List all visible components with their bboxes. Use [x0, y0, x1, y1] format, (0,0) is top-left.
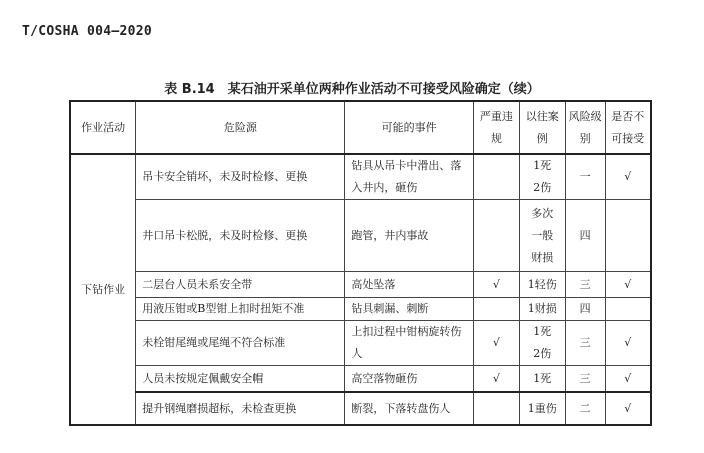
table-title: 表 B.14 某石油开采单位两种作业活动不可接受风险确定（续） [164, 82, 540, 97]
standard-number: T/COSHA 004—2020 [22, 24, 153, 39]
event-cell: 高处坠落 [345, 272, 474, 298]
hazard-cell: 吊卡安全销坏，未及时检修、更换 [136, 154, 345, 200]
col-unacceptable: 是否不可接受 [605, 101, 651, 154]
table-row [70, 272, 651, 298]
col-event: 可能的事件 [345, 101, 474, 154]
violation-cell [473, 200, 519, 272]
unacceptable-cell: √ [605, 392, 651, 425]
table-row [70, 200, 651, 272]
violation-cell [473, 298, 519, 321]
hazard-cell: 井口吊卡松脱，未及时检修、更换 [136, 200, 345, 272]
event-cell: 跑管，井内事故 [345, 200, 474, 272]
table-row [70, 298, 651, 321]
hazard-cell: 二层台人员未系安全带 [136, 272, 345, 298]
hazard-cell: 用液压钳或B型钳上扣时扭矩不准 [136, 298, 345, 321]
col-violation: 严重违规 [473, 101, 519, 154]
unacceptable-cell: √ [605, 321, 651, 366]
unacceptable-cell [605, 298, 651, 321]
table-row [70, 392, 651, 425]
violation-cell: √ [473, 366, 519, 393]
case-cell: 1死 [519, 366, 565, 393]
col-hazard: 危险源 [136, 101, 345, 154]
violation-cell [473, 154, 519, 200]
case-cell: 1重伤 [519, 392, 565, 425]
case-cell: 1死2伤 [519, 321, 565, 366]
col-level: 风险级别 [565, 101, 605, 154]
table-row [70, 366, 651, 393]
violation-cell [473, 392, 519, 425]
level-cell: 三 [565, 321, 605, 366]
risk-table [69, 100, 652, 426]
violation-cell: √ [473, 272, 519, 298]
level-cell: 三 [565, 272, 605, 298]
hazard-cell: 提升钢绳磨损超标，未检查更换 [136, 392, 345, 425]
event-cell: 上扣过程中钳柄旋转伤人 [345, 321, 474, 366]
case-cell: 1轻伤 [519, 272, 565, 298]
unacceptable-cell: √ [605, 154, 651, 200]
level-cell: 二 [565, 392, 605, 425]
hazard-cell: 人员未按规定佩戴安全帽 [136, 366, 345, 393]
case-cell: 多次一般财损 [519, 200, 565, 272]
event-cell: 高空落物砸伤 [345, 366, 474, 393]
unacceptable-cell [605, 200, 651, 272]
event-cell: 钻具刺漏、刺断 [345, 298, 474, 321]
unacceptable-cell: √ [605, 366, 651, 393]
activity-cell: 下钻作业 [70, 154, 136, 425]
col-activity: 作业活动 [70, 101, 136, 154]
table-row [70, 321, 651, 366]
case-cell: 1死2伤 [519, 154, 565, 200]
level-cell: 四 [565, 298, 605, 321]
event-cell: 断裂，下落转盘伤人 [345, 392, 474, 425]
level-cell: 四 [565, 200, 605, 272]
violation-cell: √ [473, 321, 519, 366]
unacceptable-cell: √ [605, 272, 651, 298]
event-cell: 钻具从吊卡中滑出、落入井内，砸伤 [345, 154, 474, 200]
level-cell: 三 [565, 366, 605, 393]
case-cell: 1财损 [519, 298, 565, 321]
col-case: 以往案例 [519, 101, 565, 154]
table-header [70, 101, 651, 154]
hazard-cell: 未栓钳尾绳或尾绳不符合标准 [136, 321, 345, 366]
level-cell: 一 [565, 154, 605, 200]
table-row [70, 154, 651, 200]
